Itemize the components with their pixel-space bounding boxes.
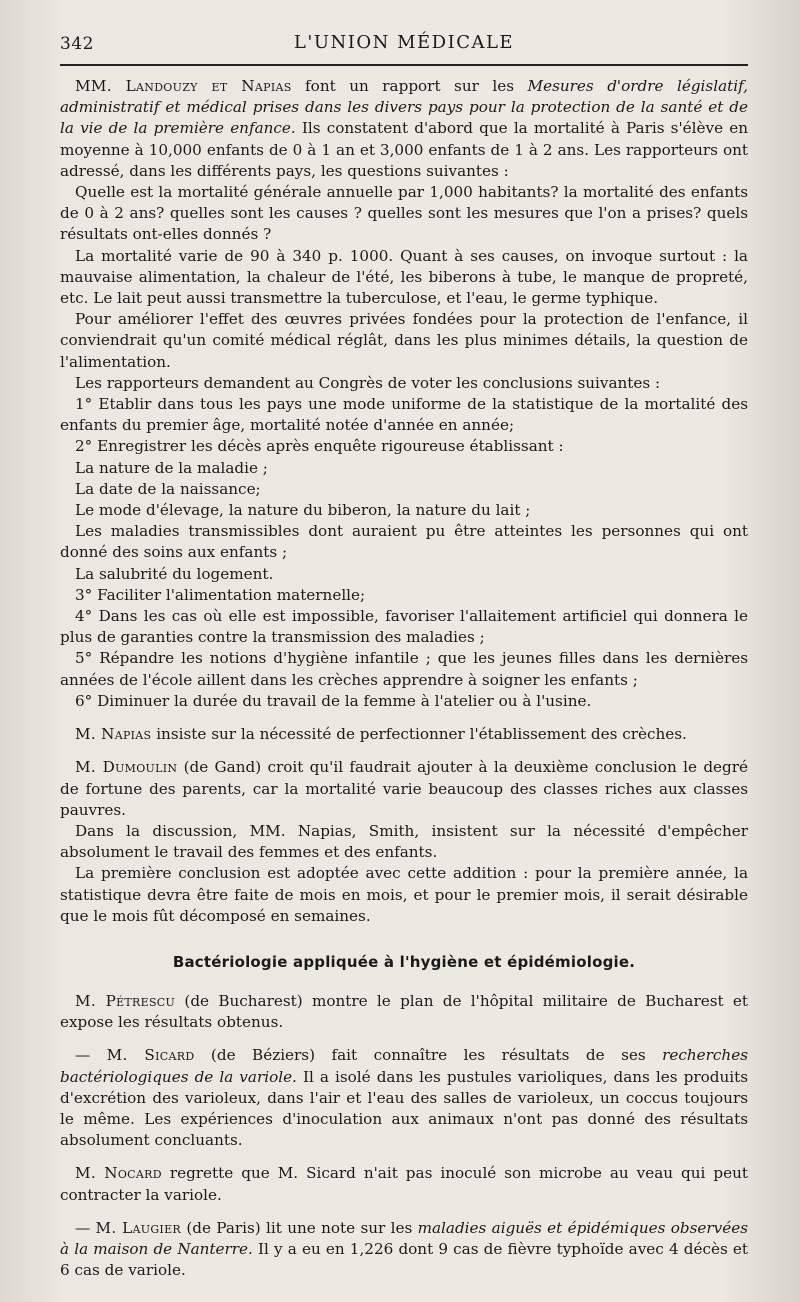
speaker-names: M. Sicard xyxy=(106,1046,195,1065)
main-text xyxy=(60,76,748,1281)
conclusion-5: 5° Répandre les notions d'hygiène infantile ; que les jeunes filles dans les dernières années de l'école aillent dans les crèches apprendre à soigner les enfants ; xyxy=(60,649,748,689)
research-title: recherches bactériologiques de la variole. xyxy=(60,1046,748,1086)
conclusion-3: 3° Faciliter l'alimentation maternelle; xyxy=(75,585,366,604)
speaker-names: M. Pétrescu xyxy=(75,991,176,1010)
conclusion-2-item: La nature de la maladie ; xyxy=(75,458,268,477)
paragraph-mortality-causes: La mortalité varie de 90 à 340 p. 1000. Quant à ses causes, on invoque surtout : la mauvaise alimentation, la chaleur de l'été, les biberons à tube, le manque de propreté, etc. Le lait peut aussi transmettre la tuberculose, et l'eau, le germe typhique. xyxy=(60,246,748,308)
conclusion-6: 6° Diminuer la durée du travail de la femme à l'atelier ou à l'usine. xyxy=(75,691,592,710)
conclusion-2-item: Le mode d'élevage, la nature du biberon, la nature du lait ; xyxy=(75,501,531,520)
paragraph-questions: Quelle est la mortalité générale annuelle par 1,000 habitants? la mortalité des enfants de 0 à 2 ans? quelles sont les causes ? quelles sont les mesures que l'on a prises? quels résultats ont-elles donnés ? xyxy=(60,183,748,244)
conclusion-1: 1° Etablir dans tous les pays une mode uniforme de la statistique de la mortalité des enfants du premier âge, mortalité notée d'année en année; xyxy=(60,395,748,435)
paragraph-nocard: M. Nocard regrette que M. Sicard n'ait pas inoculé son microbe au veau qui peut contracter la variole. xyxy=(60,1164,748,1204)
conclusion-2-item: Les maladies transmissibles dont auraient pu être atteintes les personnes qui ont donné des soins aux enfants ; xyxy=(60,522,748,562)
speaker-names: M. Nocard xyxy=(75,1164,162,1183)
speaker-names: MM. Landouzy et Napias xyxy=(75,77,292,95)
section-heading: Bactériologie appliquée à l'hygiène et épidémiologie. xyxy=(172,952,636,971)
paragraph-laugier: — M. Laugier (de Paris) lit une note sur les maladies aiguës et épidémiques observées à la maison de Nanterre. Il y a eu en 1,226 dont 9 cas de fièvre typhoïde avec 4 décès et 6 cas de variole. xyxy=(60,1218,749,1280)
paragraph-conclusions-intro: Les rapporteurs demandent au Congrès de voter les conclusions suivantes : xyxy=(75,373,661,392)
running-title: L'UNION MÉDICALE xyxy=(293,32,515,53)
conclusion-2-item: La salubrité du logement. xyxy=(75,564,274,583)
paragraph-first-conclusion: La première conclusion est adoptée avec cette addition : pour la première année, la statistique devra être faite de mois en mois, et pour le premier mois, il serait désirable que le mois fût décomposé en semaines. xyxy=(60,864,748,925)
paragraph-sicard: — M. Sicard (de Béziers) fait connaître les résultats de ses recherches bactériologiques de la variole. Il a isolé dans les pustules varioliques, dans les produits d'excrétion des varioleux, dans l'air et l'eau des salles de varioleux, un coccus toujours le même. Les expériences d'inoculation aux animaux n'ont pas donné des résultats absolument concluants. xyxy=(60,1046,748,1150)
speaker-names: M. Dumoulin xyxy=(75,758,178,777)
note-title: maladies aiguës et épidémiques observées à la maison de Nanterre. xyxy=(60,1218,749,1258)
speaker-names: M. Napias xyxy=(75,725,152,744)
page-number: 342 xyxy=(60,34,94,54)
report-title: Mesures d'ordre législatif, administratif et médical prises dans les divers pays pour la protection de la santé et de la vie de la première enfance. xyxy=(60,77,748,138)
speaker-names: M. Laugier xyxy=(95,1218,181,1237)
conclusion-2-item: La date de la naissance; xyxy=(75,479,261,498)
paragraph-dumoulin: M. Dumoulin (de Gand) croit qu'il faudrait ajouter à la deuxième conclusion le degré de fortune des parents, car la mortalité varie beaucoup des classes riches aux classes pauvres. xyxy=(60,758,748,819)
conclusion-2: 2° Enregistrer les décès après enquête rigoureuse établissant : xyxy=(75,437,564,456)
page-header xyxy=(60,30,748,66)
paragraph-alimentation: Pour améliorer l'effet des œuvres privées fondées pour la protection de l'enfance, il conviendrait qu'un comité médical réglât, dans les plus minimes détails, la question de l'alimentation. xyxy=(60,310,748,371)
paragraph-discussion: Dans la discussion, MM. Napias, Smith, insistent sur la nécessité d'empêcher absolument le travail des femmes et des enfants. xyxy=(60,821,748,862)
conclusion-4: 4° Dans les cas où elle est impossible, favoriser l'allaitement artificiel qui donnera le plus de garanties contre la transmission des maladies ; xyxy=(60,607,748,647)
paragraph-report-intro: MM. Landouzy et Napias font un rapport sur les Mesures d'ordre législatif, administratif et médical prises dans les divers pays pour la protection de la santé et de la vie de la première enfance. Ils constatent d'abord que la mortalité à Paris s'élève en moyenne à 10,000 enfants de 0 à 1 an et 3,000 enfants de 1 à 2 ans. Les rapporteurs ont adressé, dans les différents pays, les questions suivantes : xyxy=(60,77,748,180)
paragraph-petrescu: M. Pétrescu (de Bucharest) montre le plan de l'hôpital militaire de Bucharest et expose les résultats obtenus. xyxy=(60,991,748,1032)
paragraph-napias: M. Napias insiste sur la nécessité de perfectionner l'établissement des crèches. xyxy=(75,725,687,744)
